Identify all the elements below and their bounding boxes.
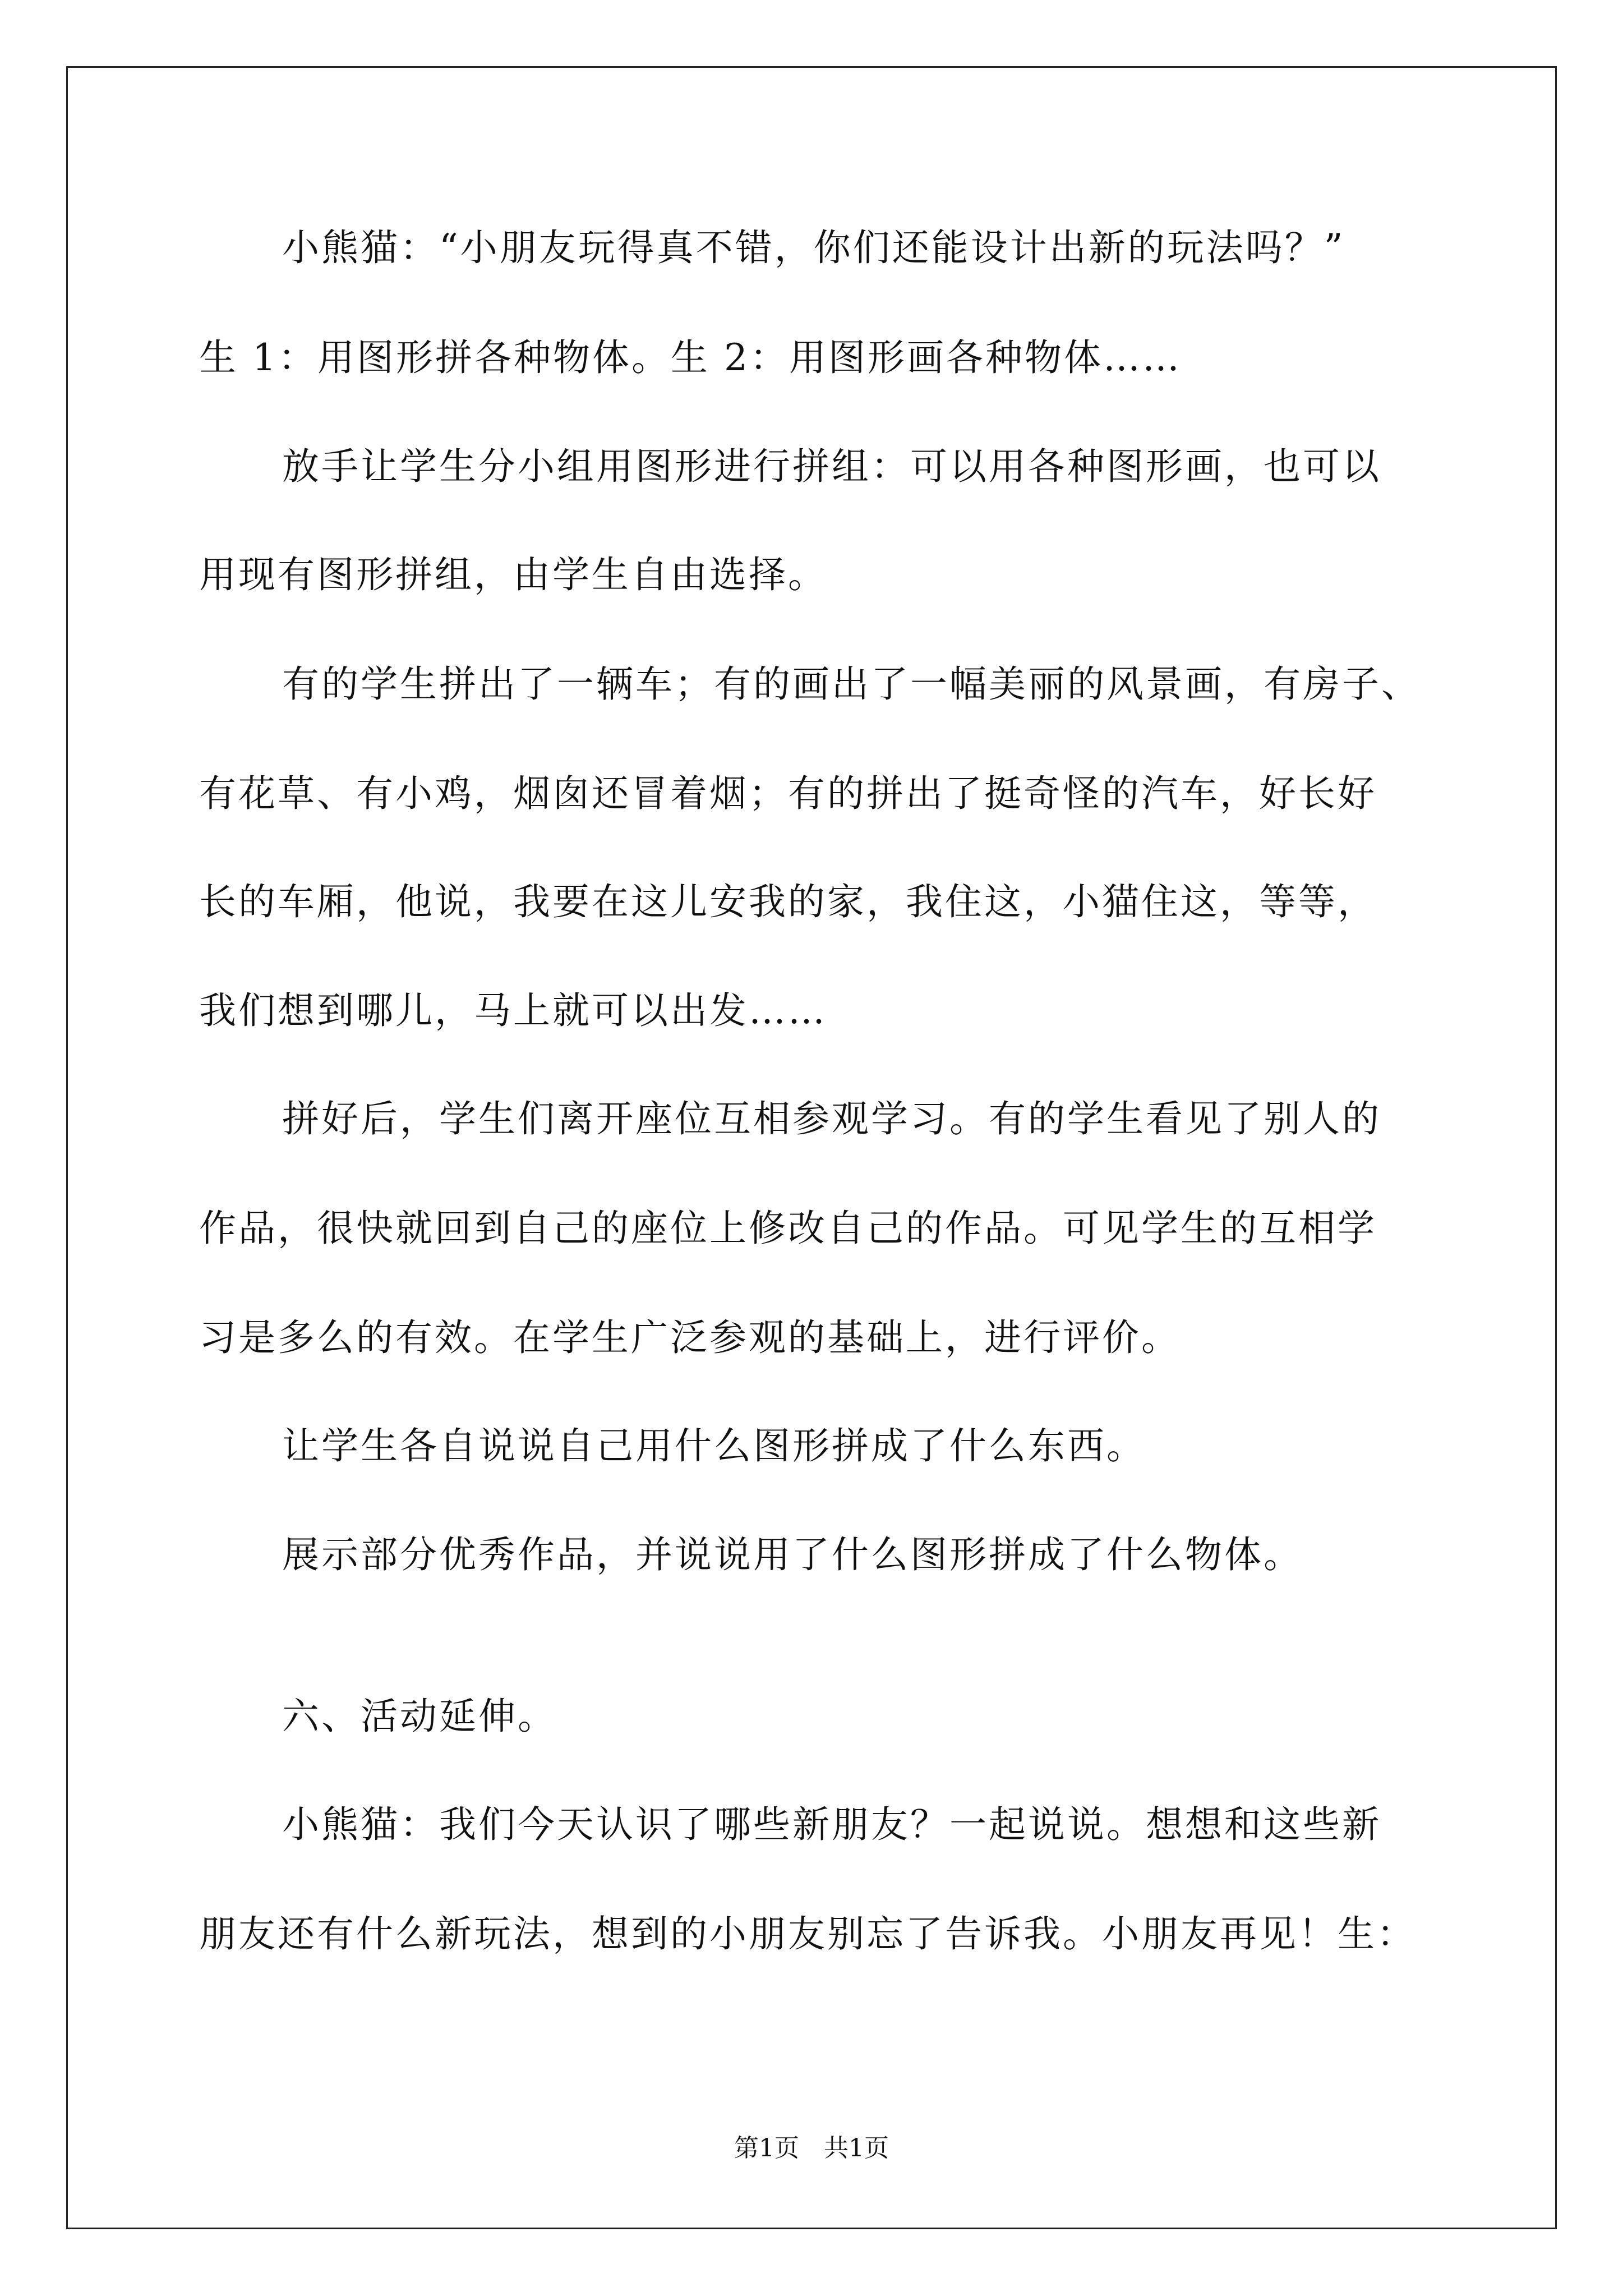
text-line: 小熊猫：我们今天认识了哪些新朋友？一起说说。想想和这些新 xyxy=(282,1803,1381,1846)
text-line: 有的学生拼出了一辆车；有的画出了一幅美丽的风景画，有房子、 xyxy=(282,662,1421,706)
text-line: 用现有图形拼组，由学生自由选择。 xyxy=(199,553,827,596)
text-line: 生 1：用图形拼各种物体。生 2：用图形画各种物体…… xyxy=(199,336,1182,379)
page-border xyxy=(66,66,1557,2229)
text-line: 朋友还有什么新玩法，想到的小朋友别忘了告诉我。小朋友再见！生： xyxy=(199,1912,1416,1955)
text-line: 长的车厢，他说，我要在这儿安我的家，我住这，小猫住这，等等， xyxy=(199,880,1377,923)
text-line: 放手让学生分小组用图形进行拼组：可以用各种图形画，也可以 xyxy=(282,445,1381,488)
page-footer: 第1页 共1页 xyxy=(734,2134,889,2162)
text-line: 习是多么的有效。在学生广泛参观的基础上，进行评价。 xyxy=(199,1316,1181,1359)
text-line: 拼好后，学生们离开座位互相参观学习。有的学生看见了别人的 xyxy=(282,1097,1381,1140)
text-line: 让学生各自说说自己用什么图形拼成了什么东西。 xyxy=(282,1424,1146,1467)
text-line: 我们想到哪儿，马上就可以出发…… xyxy=(199,989,827,1032)
section-heading: 六、活动延伸。 xyxy=(282,1695,557,1738)
text-line: 有花草、有小鸡，烟囱还冒着烟；有的拼出了挺奇怪的汽车，好长好 xyxy=(199,772,1377,815)
text-line: 小熊猫：“小朋友玩得真不错，你们还能设计出新的玩法吗？” xyxy=(282,226,1345,269)
text-line: 展示部分优秀作品，并说说用了什么图形拼成了什么物体。 xyxy=(282,1533,1303,1576)
text-line: 作品，很快就回到自己的座位上修改自己的作品。可见学生的互相学 xyxy=(199,1207,1377,1250)
